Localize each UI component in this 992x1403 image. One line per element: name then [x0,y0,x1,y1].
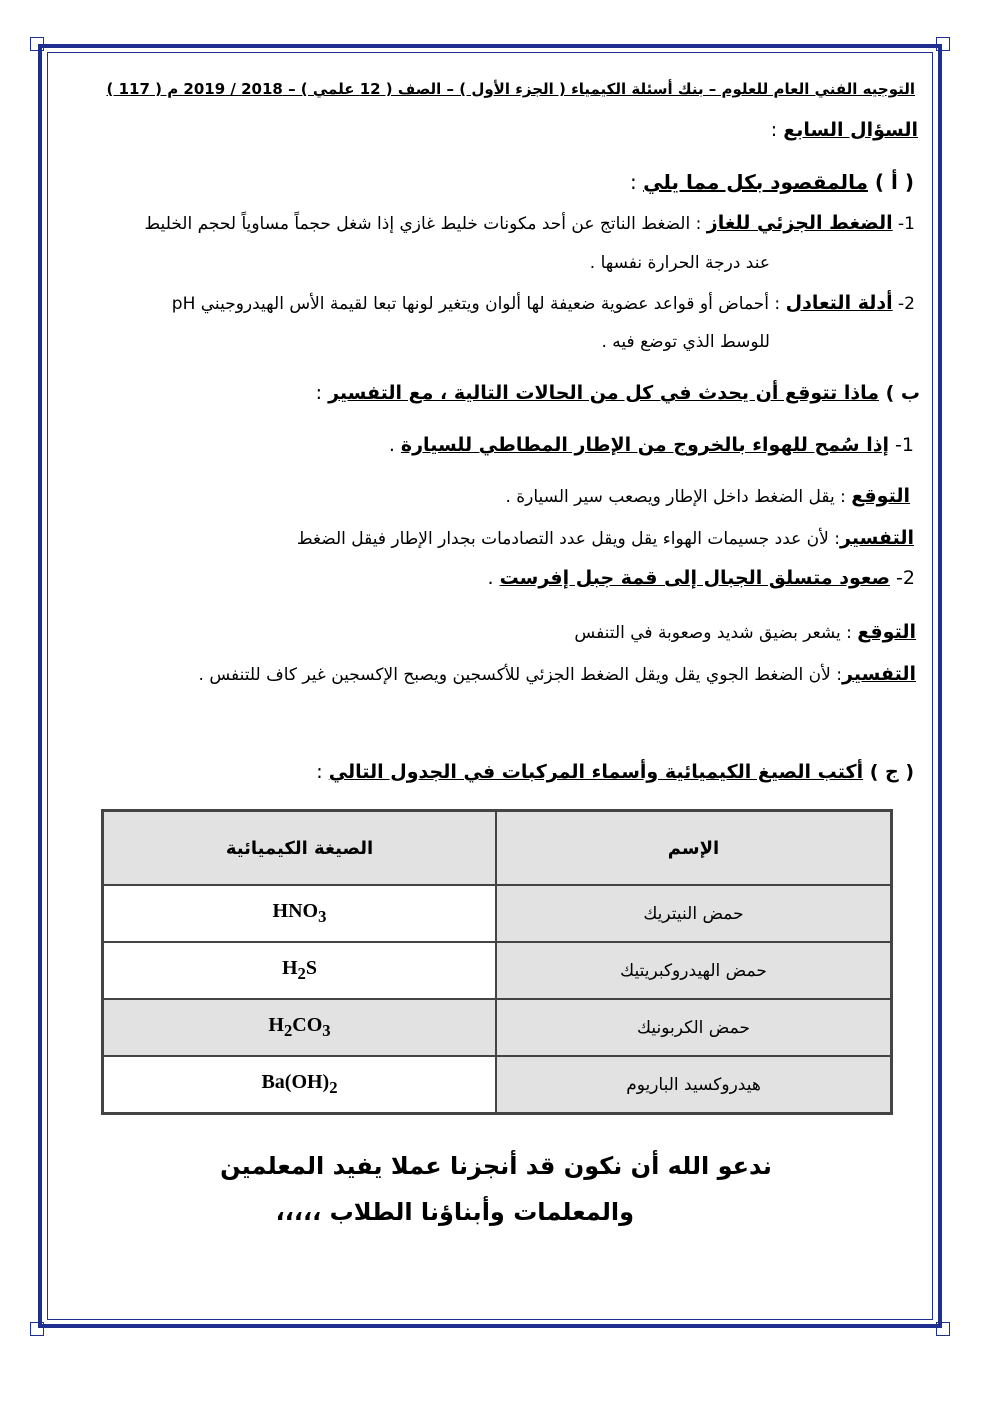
part-a-heading: ( أ ) مالمقصود بكل مما يلي : [630,170,914,194]
definition-text: أحماض أو قواعد عضوية ضعيفة لها ألوان ويتغير لونها تبعا لقيمة الأس الهيدروجيني pH [171,294,770,314]
column-header-formula: الصيغة الكيميائية [103,811,497,886]
table-header-row [103,811,892,886]
part-b-heading: ب ) ماذا تتوقع أن يحدث في كل من الحالات التالية ، مع التفسير : [315,382,920,404]
definition-term: أدلة التعادل [785,292,893,314]
table-row [103,999,892,1056]
border-corner [936,37,950,51]
compound-name: حمض الكربونيك [496,999,892,1056]
compound-name: هيدروكسيد الباريوم [496,1056,892,1114]
part-c-title: أكتب الصيغ الكيميائية وأسماء المركبات في الجدول التالي [328,761,864,783]
compound-formula: $HNO_3$ [103,885,497,942]
part-a-title: مالمقصود بكل مما يلي [643,170,868,194]
table-row [103,942,892,999]
definition-text-cont: للوسط الذي توضع فيه . [601,332,770,352]
column-header-name: الإسم [496,811,892,886]
compound-formula: $H_2S$ [103,942,497,999]
table-row [103,885,892,942]
case-2-title: 2- صعود متسلق الجبال إلى قمة جبل إفرست . [487,567,915,589]
page-header: التوجيه الفني العام للعلوم – بنك أسئلة الكيمياء ( الجزء الأول ) – الصف ( 12 علمي ) – 2018 / 2019 م ( 117 ) [106,80,915,98]
closing-line-1: ندعو الله أن نكون قد أنجزنا عملا يفيد المعلمين [220,1152,772,1180]
case-1-title: 1- إذا سُمح للهواء بالخروج من الإطار المطاطي للسيارة . [388,434,914,456]
compound-formula: $H_2CO_3$ [103,999,497,1056]
border-corner [30,37,44,51]
case-2-expectation: التوقع : يشعر بضيق شديد وصعوبة في التنفس [574,621,916,643]
compound-formula: $Ba(OH)_2$ [103,1056,497,1114]
part-b-title: ماذا تتوقع أن يحدث في كل من الحالات التالية ، مع التفسير [328,382,879,404]
case-2-explanation: التفسير: لأن الضغط الجوي يقل ويقل الضغط الجزئي للأكسجين ويصبح الإكسجين غير كاف للتنفس . [198,663,916,685]
compound-name: حمض النيتريك [496,885,892,942]
definition-item: 1- الضغط الجزئي للغاز : الضغط الناتج عن أحد مكونات خليط غازي إذا شغل حجماً مساوياً لحجم الخليط [144,212,915,234]
border-corner [30,1322,44,1336]
closing-line-2: والمعلمات وأبناؤنا الطلاب ،،،،، [275,1198,634,1226]
compound-name: حمض الهيدروكبريتيك [496,942,892,999]
compounds-table [101,809,893,1115]
definition-term: الضغط الجزئي للغاز [706,212,893,234]
question-title-line: السؤال السابع : [770,119,918,141]
part-c-heading: ( ج ) أكتب الصيغ الكيميائية وأسماء المركبات في الجدول التالي : [316,761,914,783]
table-row [103,1056,892,1114]
definition-item: 2- أدلة التعادل : أحماض أو قواعد عضوية ضعيفة لها ألوان ويتغير لونها تبعا لقيمة الأس الهيدروجيني pH [171,292,915,314]
definition-text-cont: عند درجة الحرارة نفسها . [589,253,770,273]
case-1-expectation: التوقع : يقل الضغط داخل الإطار ويصعب سير السيارة . [505,485,910,507]
question-title: السؤال السابع [783,119,918,141]
case-1-explanation: التفسير: لأن عدد جسيمات الهواء يقل ويقل عدد التصادمات بجدار الإطار فيقل الضغط [296,527,914,549]
border-corner [936,1322,950,1336]
definition-text: الضغط الناتج عن أحد مكونات خليط غازي إذا شغل حجماً مساوياً لحجم الخليط [144,214,691,234]
